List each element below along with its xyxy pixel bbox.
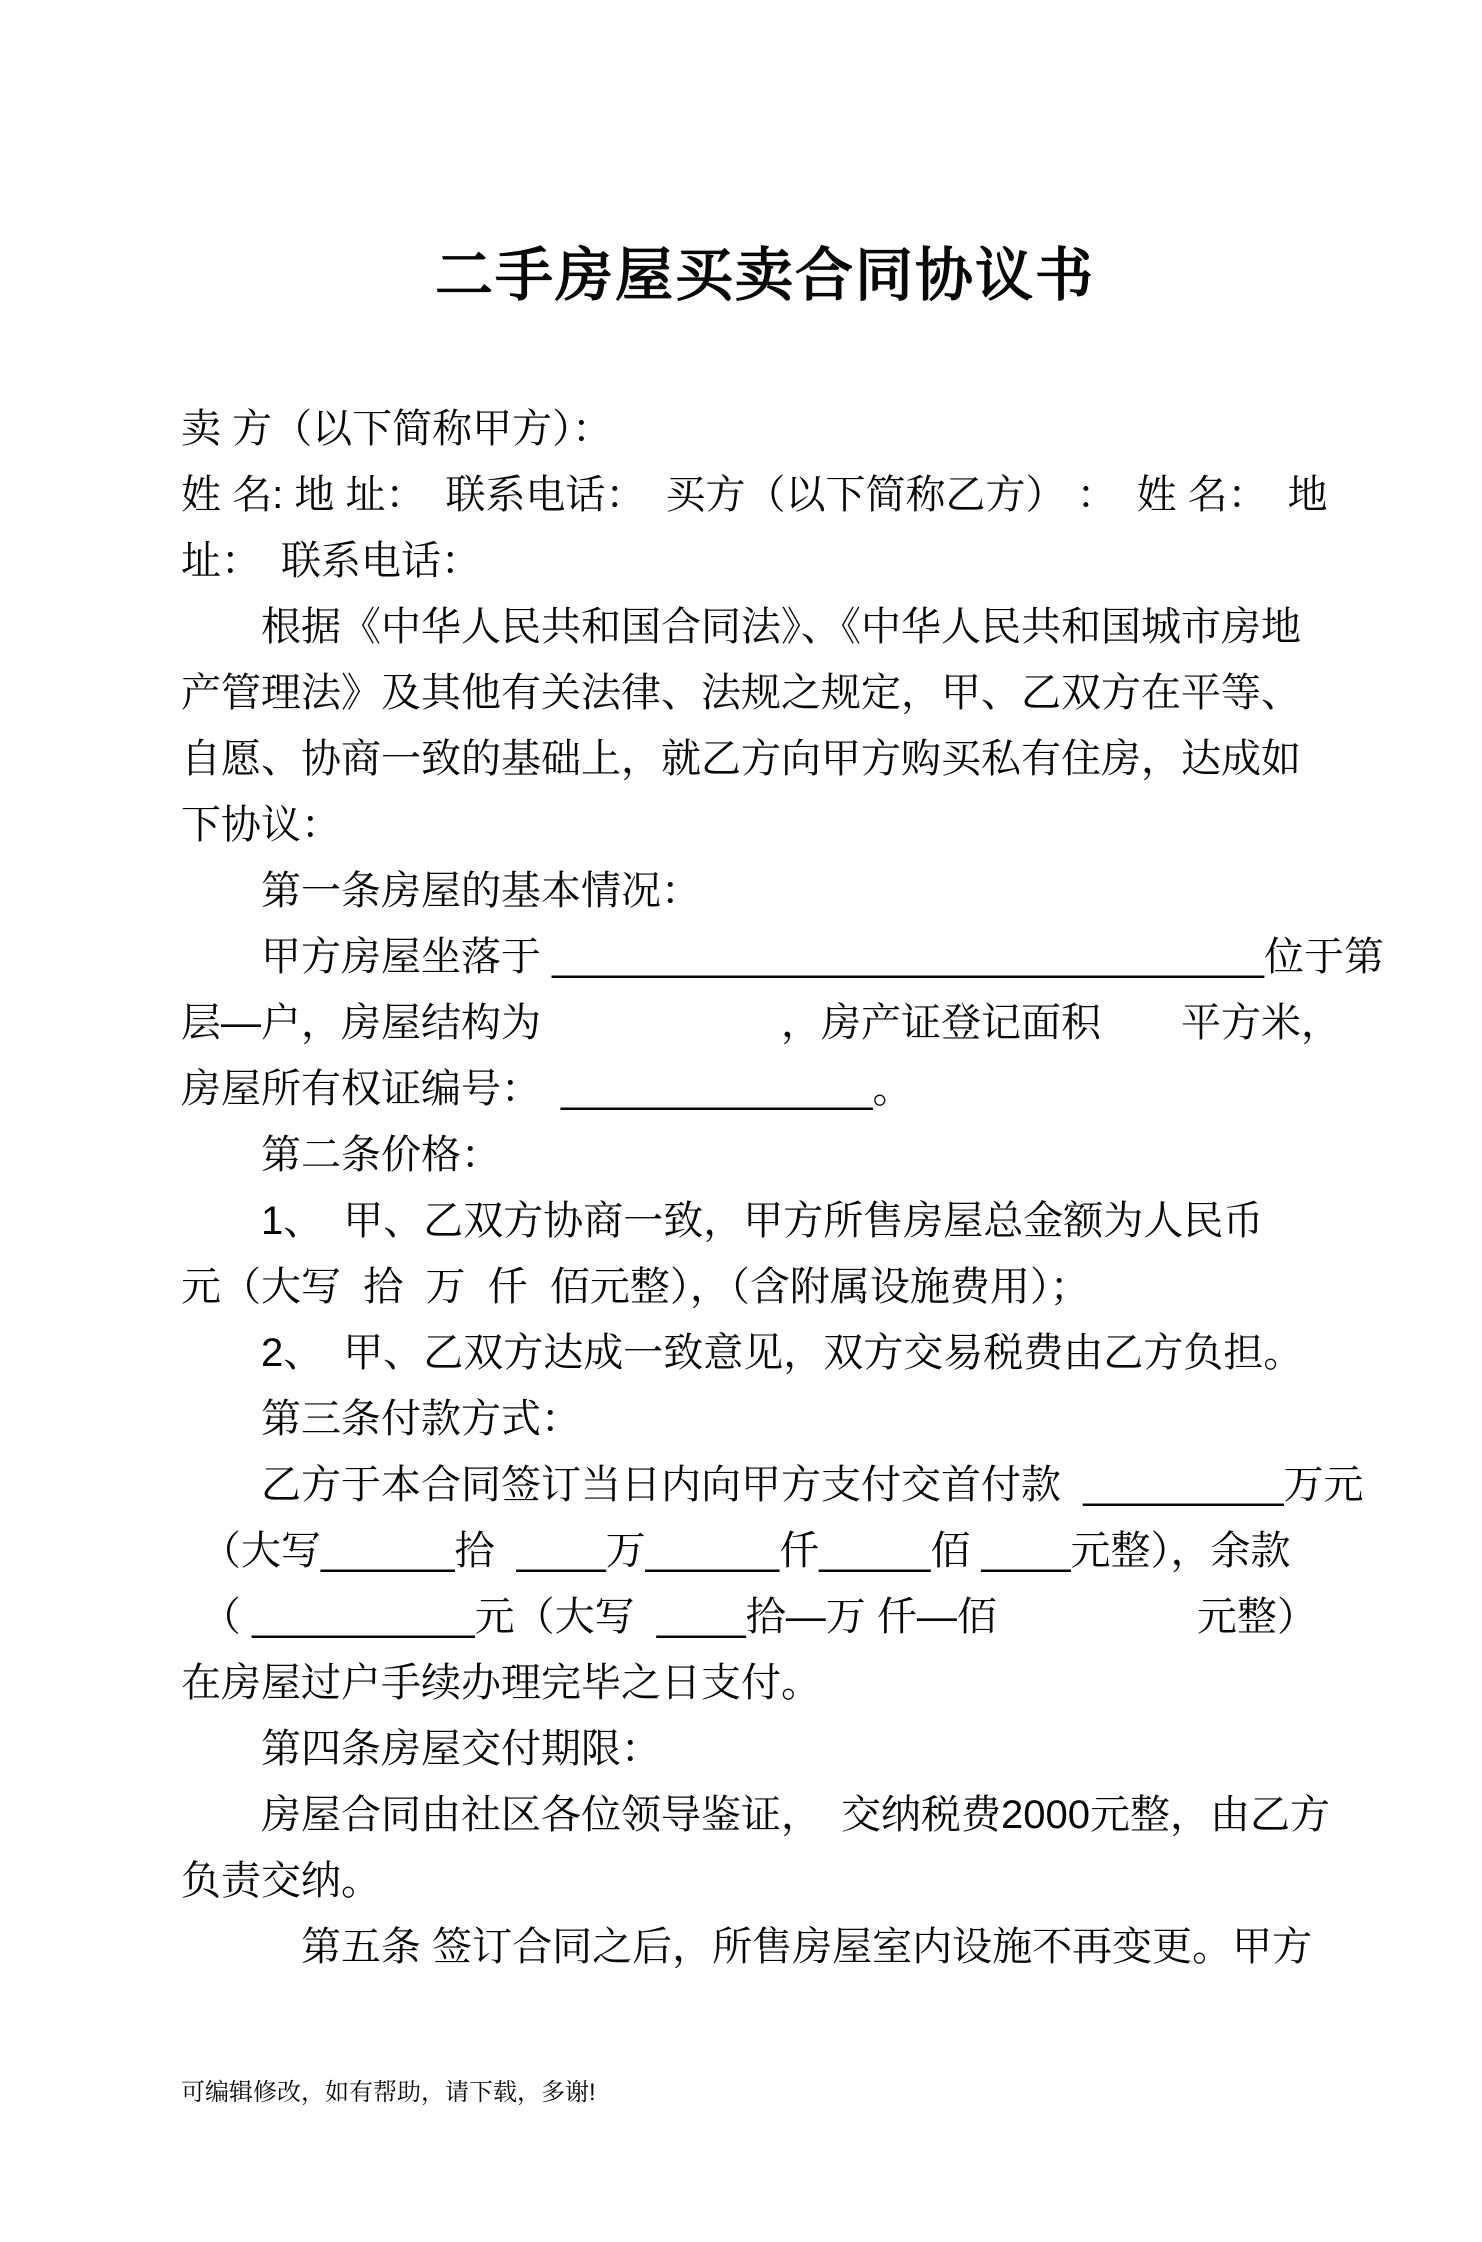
contract-line-clause1-structure-area: 层—户，房屋结构为 ，房产证登记面积 平方米， (181, 1001, 1341, 1045)
contract-line-clause4-tax: 房屋合同由社区各位领导鉴证， 交纳税费2000元整，由乙方 (181, 1793, 1330, 1837)
contract-line-clause1-location-blank: 甲方房屋坐落于 ________________________________位于第 (181, 935, 1384, 979)
contract-line-clause2-heading: 第二条价格： (181, 1133, 501, 1177)
contract-line-clause1-heading: 第一条房屋的基本情况： (181, 869, 701, 913)
contract-line-preamble-3: 自愿、协商一致的基础上，就乙方向甲方购买私有住房，达成如 (181, 737, 1301, 781)
contract-line-clause3-payment-date: 在房屋过户手续办理完毕之日支付。 (181, 1661, 821, 1705)
contract-line-clause2-item2: 2、 甲、乙双方达成一致意见，双方交易税费由乙方负担。 (181, 1331, 1304, 1375)
contract-line-clause4-heading: 第四条房屋交付期限： (181, 1727, 661, 1771)
contract-body (181, 396, 1384, 1980)
contract-line-preamble-2: 产管理法》及其他有关法律、法规之规定，甲、乙双方在平等、 (181, 671, 1301, 715)
footer-note: 可编辑修改，如有帮助，请下载，多谢! (181, 2079, 596, 2106)
contract-line-clause3-amount-words: （大写______拾 ____万______仟_____佰 ____元整），余款 (181, 1529, 1291, 1573)
contract-line-preamble-4: 下协议： (181, 803, 341, 847)
contract-line-clause4-tax-cont: 负责交纳。 (181, 1859, 381, 1903)
contract-line-clause1-cert-number: 房屋所有权证编号： ______________。 (181, 1067, 913, 1111)
contract-line-preamble-1: 根据《中华人民共和国合同法》、《中华人民共和国城市房地 (181, 605, 1301, 649)
contract-line-parties-info-cont: 址： 联系电话： (181, 539, 481, 583)
contract-line-clause3-heading: 第三条付款方式： (181, 1397, 581, 1441)
contract-line-clause3-downpayment: 乙方于本合同签订当日内向甲方支付交首付款 _________万元 (181, 1463, 1364, 1507)
contract-line-clause2-item1: 1、 甲、乙双方协商一致，甲方所售房屋总金额为人民币 (181, 1199, 1264, 1243)
contract-line-clause3-balance: （ __________元（大写 ____拾—万 仟—佰 元整） (181, 1595, 1317, 1639)
document-title: 二手房屋买卖合同协议书 (434, 243, 1095, 308)
contract-line-parties-info: 姓 名: 地 址： 联系电话： 买方（以下简称乙方） ： 姓 名： 地 (181, 473, 1328, 517)
contract-line-clause5: 第五条 签订合同之后，所售房屋室内设施不再变更。甲方 (181, 1925, 1313, 1969)
contract-line-seller: 卖 方（以下简称甲方）： (181, 407, 613, 451)
contract-line-clause2-item1-amount: 元（大写 拾 万 仟 佰元整），（含附属设施费用）； (181, 1265, 1090, 1309)
